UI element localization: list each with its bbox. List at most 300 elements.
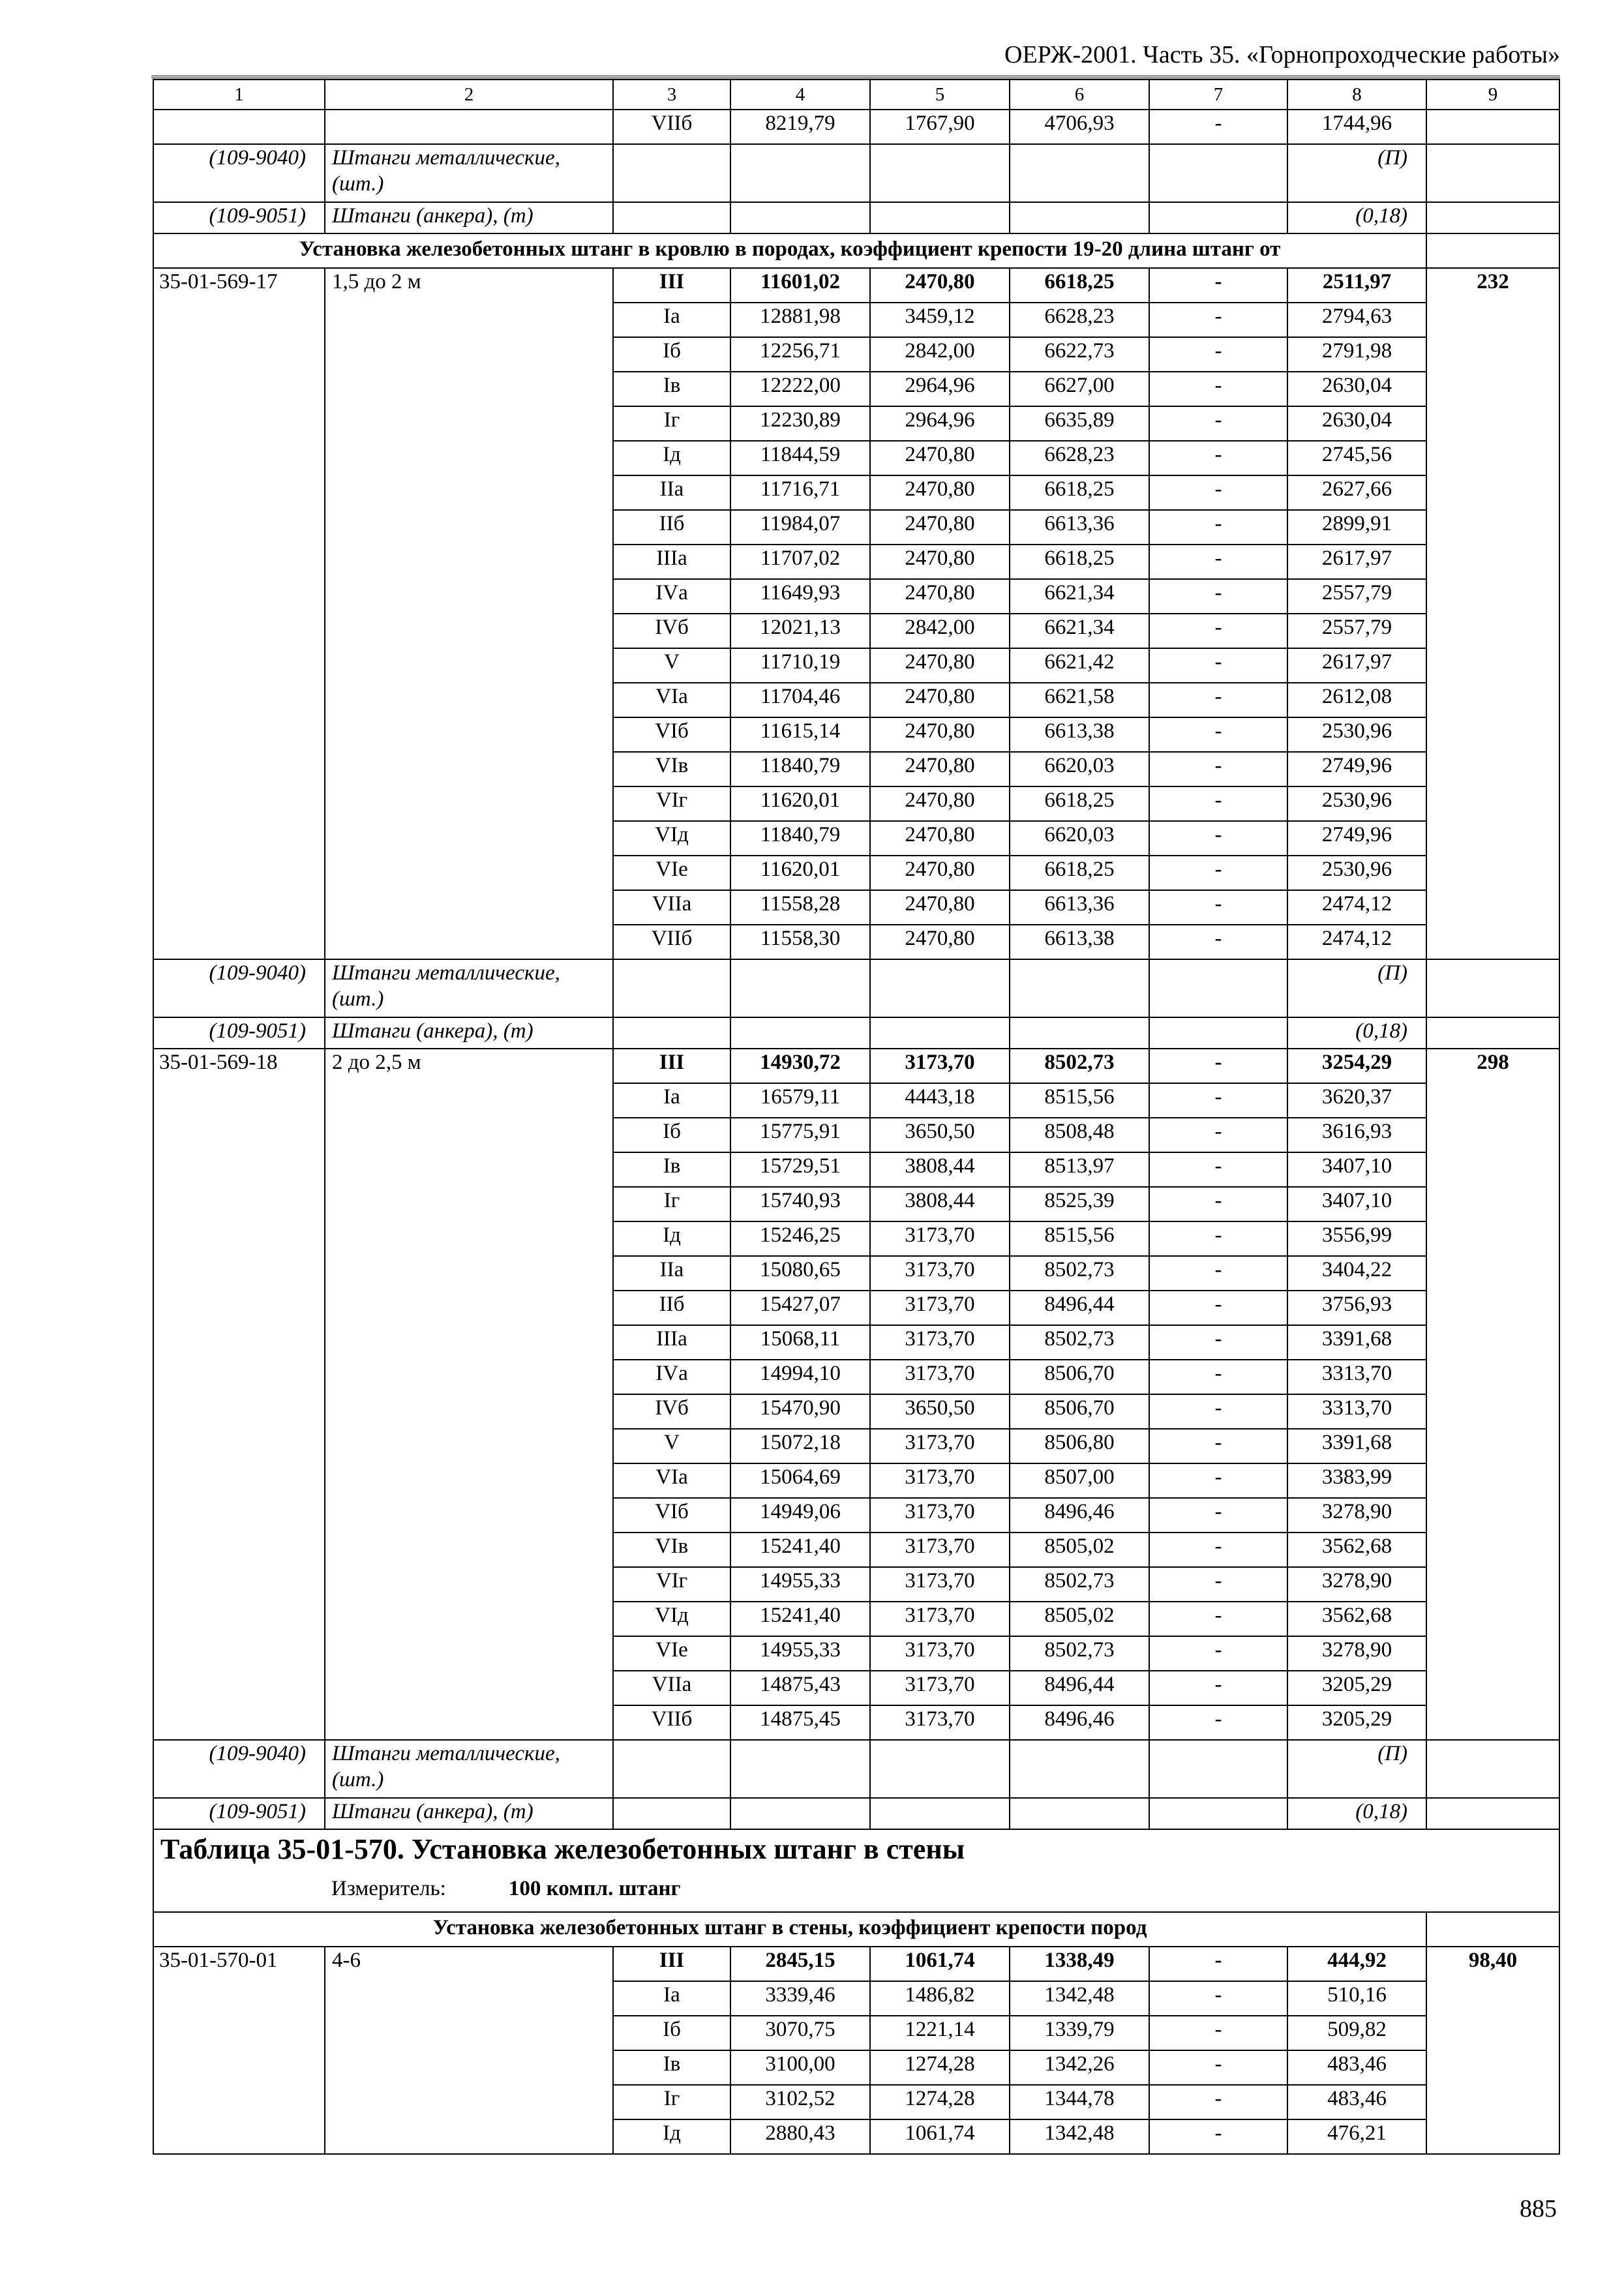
total-cost: 3070,75 (730, 2016, 870, 2050)
empty-cell (613, 1740, 730, 1798)
resource-row (153, 202, 1559, 233)
wages: 3173,70 (870, 1291, 1010, 1325)
wages-machinists: - (1149, 2085, 1287, 2119)
wages: 2470,80 (870, 475, 1010, 510)
wages-machinists: - (1149, 406, 1287, 441)
section-title: Установка железобетонных штанг в стены, коэффициент крепости пород (153, 1912, 1426, 1947)
materials: 2530,96 (1287, 856, 1426, 890)
empty-cell (730, 144, 870, 202)
wages-machinists: - (1149, 372, 1287, 406)
machines: 6613,36 (1010, 890, 1149, 925)
machines: 1342,26 (1010, 2050, 1149, 2085)
wages: 3173,70 (870, 1463, 1010, 1498)
total-cost: 3102,52 (730, 2085, 870, 2119)
machines: 6621,42 (1010, 648, 1149, 683)
wages-machinists: - (1149, 1498, 1287, 1533)
column-number: 2 (325, 80, 613, 110)
total-cost: 15241,40 (730, 1602, 870, 1636)
rock-category: Iв (613, 1152, 730, 1187)
machines: 1339,79 (1010, 2016, 1149, 2050)
machines: 8502,73 (1010, 1256, 1149, 1291)
materials: 2749,96 (1287, 821, 1426, 856)
page-number: 885 (1520, 2195, 1557, 2222)
rock-category: Iг (613, 406, 730, 441)
machines: 8508,48 (1010, 1118, 1149, 1152)
machines: 8505,02 (1010, 1533, 1149, 1567)
wages-machinists: - (1149, 268, 1287, 303)
machines: 6622,73 (1010, 337, 1149, 372)
rock-category: Iг (613, 1187, 730, 1221)
materials: 3313,70 (1287, 1394, 1426, 1429)
wages-machinists: - (1149, 752, 1287, 786)
total-cost: 11840,79 (730, 752, 870, 786)
table-row (153, 1049, 1559, 1083)
total-cost: 12256,71 (730, 337, 870, 372)
resource-value: (0,18) (1287, 1798, 1426, 1829)
wages-machinists: - (1149, 2050, 1287, 2085)
empty-cell (1149, 144, 1287, 202)
empty-cell (1010, 1740, 1149, 1798)
machines: 8506,80 (1010, 1429, 1149, 1463)
table-row (153, 110, 1559, 144)
empty-cell (613, 959, 730, 1017)
wages: 3173,70 (870, 1498, 1010, 1533)
materials: 1744,96 (1287, 110, 1426, 144)
column-number: 5 (870, 80, 1010, 110)
materials: 483,46 (1287, 2050, 1426, 2085)
table-row (153, 1947, 1559, 1981)
rate-code: 35-01-570-01 (153, 1947, 325, 2154)
machines: 6618,25 (1010, 545, 1149, 579)
empty-cell (1149, 1740, 1287, 1798)
wages-machinists: - (1149, 1291, 1287, 1325)
total-cost: 15064,69 (730, 1463, 870, 1498)
total-cost: 11558,30 (730, 925, 870, 959)
empty-cell (870, 1740, 1010, 1798)
wages-machinists: - (1149, 1705, 1287, 1740)
materials: 3562,68 (1287, 1602, 1426, 1636)
table-title: Таблица 35-01-570. Установка железобетонных штанг в стены (160, 1833, 965, 1865)
empty-cell (1010, 202, 1149, 233)
wages: 1221,14 (870, 2016, 1010, 2050)
machines: 8502,73 (1010, 1325, 1149, 1360)
rock-category: VIб (613, 717, 730, 752)
empty-cell (613, 1017, 730, 1049)
machines: 8496,46 (1010, 1705, 1149, 1740)
machines: 6618,25 (1010, 268, 1149, 303)
materials: 3556,99 (1287, 1221, 1426, 1256)
empty-cell (1426, 110, 1559, 144)
rock-category: IIIа (613, 545, 730, 579)
wages-machinists: - (1149, 1221, 1287, 1256)
wages: 3173,70 (870, 1429, 1010, 1463)
empty-cell (1010, 1798, 1149, 1829)
resource-value: (П) (1287, 144, 1426, 202)
wages: 4443,18 (870, 1083, 1010, 1118)
wages: 2470,80 (870, 510, 1010, 545)
rock-category: Iг (613, 2085, 730, 2119)
machines: 8515,56 (1010, 1221, 1149, 1256)
wages: 3808,44 (870, 1187, 1010, 1221)
total-cost: 14949,06 (730, 1498, 870, 1533)
wages: 2470,80 (870, 890, 1010, 925)
rock-category: VIе (613, 856, 730, 890)
empty-cell (730, 959, 870, 1017)
rock-category: Iа (613, 1083, 730, 1118)
wages-machinists: - (1149, 856, 1287, 890)
wages-machinists: - (1149, 1636, 1287, 1671)
wages-machinists: - (1149, 1463, 1287, 1498)
column-number: 7 (1149, 80, 1287, 110)
materials: 3278,90 (1287, 1498, 1426, 1533)
wages: 3173,70 (870, 1533, 1010, 1567)
machines: 6620,03 (1010, 821, 1149, 856)
wages-machinists: - (1149, 1360, 1287, 1394)
column-number: 9 (1426, 80, 1559, 110)
wages-machinists: - (1149, 475, 1287, 510)
wages: 3173,70 (870, 1049, 1010, 1083)
machines: 8507,00 (1010, 1463, 1149, 1498)
rock-category: IIа (613, 475, 730, 510)
total-cost: 11601,02 (730, 268, 870, 303)
rate-code: 35-01-569-17 (153, 268, 325, 959)
rock-category: IIб (613, 1291, 730, 1325)
materials: 3278,90 (1287, 1567, 1426, 1602)
rock-category: IVб (613, 1394, 730, 1429)
measure-value: 100 компл. штанг (508, 1877, 681, 1900)
machines: 6613,36 (1010, 510, 1149, 545)
total-cost: 15740,93 (730, 1187, 870, 1221)
machines: 8515,56 (1010, 1083, 1149, 1118)
rock-category: VIIб (613, 110, 730, 144)
wages: 3173,70 (870, 1671, 1010, 1705)
total-cost: 8219,79 (730, 110, 870, 144)
total-cost: 15427,07 (730, 1291, 870, 1325)
total-cost: 15072,18 (730, 1429, 870, 1463)
materials: 2511,97 (1287, 268, 1426, 303)
machines: 1342,48 (1010, 1981, 1149, 2016)
column-number: 6 (1010, 80, 1149, 110)
wages-machinists: - (1149, 579, 1287, 614)
wages: 1061,74 (870, 2119, 1010, 2154)
empty-cell (730, 1017, 870, 1049)
materials: 2530,96 (1287, 717, 1426, 752)
wages-machinists: - (1149, 1152, 1287, 1187)
empty-cell (870, 1798, 1010, 1829)
wages: 2470,80 (870, 856, 1010, 890)
resource-name: Штанги (анкера), (т) (325, 202, 613, 233)
measure-line (154, 1874, 1559, 1903)
rock-category: Iб (613, 1118, 730, 1152)
rock-category: VIб (613, 1498, 730, 1533)
wages: 2470,80 (870, 786, 1010, 821)
rate-name: 1,5 до 2 м (325, 268, 613, 959)
wages-machinists: - (1149, 1394, 1287, 1429)
resource-value: (0,18) (1287, 202, 1426, 233)
section-heading (153, 1912, 1559, 1947)
wages-machinists: - (1149, 1118, 1287, 1152)
materials: 2617,97 (1287, 545, 1426, 579)
wages: 2470,80 (870, 579, 1010, 614)
empty-cell (153, 110, 325, 144)
materials: 2474,12 (1287, 925, 1426, 959)
wages-machinists: - (1149, 2119, 1287, 2154)
rock-category: IIIа (613, 1325, 730, 1360)
column-9-value: 298 (1426, 1049, 1559, 1740)
empty-cell (1010, 1017, 1149, 1049)
total-cost: 11710,19 (730, 648, 870, 683)
wages-machinists: - (1149, 1429, 1287, 1463)
resource-name: Штанги (анкера), (т) (325, 1017, 613, 1049)
wages-machinists: - (1149, 717, 1287, 752)
resource-code: (109-9040) (153, 1740, 325, 1798)
resource-code: (109-9051) (153, 1017, 325, 1049)
empty-cell (1149, 1017, 1287, 1049)
wages-machinists: - (1149, 1049, 1287, 1083)
wages-machinists: - (1149, 110, 1287, 144)
machines: 1342,48 (1010, 2119, 1149, 2154)
machines: 8496,44 (1010, 1291, 1149, 1325)
table-title-row (153, 1829, 1559, 1912)
resource-row (153, 1017, 1559, 1049)
materials: 3407,10 (1287, 1187, 1426, 1221)
resource-code: (109-9051) (153, 202, 325, 233)
machines: 8505,02 (1010, 1602, 1149, 1636)
total-cost: 12222,00 (730, 372, 870, 406)
machines: 8502,73 (1010, 1049, 1149, 1083)
empty-cell (1426, 233, 1559, 268)
wages-machinists: - (1149, 1083, 1287, 1118)
empty-cell (1010, 144, 1149, 202)
wages: 3173,70 (870, 1567, 1010, 1602)
materials: 3756,93 (1287, 1291, 1426, 1325)
empty-cell (1426, 959, 1559, 1017)
wages: 1061,74 (870, 1947, 1010, 1981)
empty-cell (1426, 202, 1559, 233)
rate-name: 4-6 (325, 1947, 613, 2154)
empty-cell (1149, 1798, 1287, 1829)
rock-category: Iб (613, 337, 730, 372)
materials: 2557,79 (1287, 614, 1426, 648)
total-cost: 15080,65 (730, 1256, 870, 1291)
wages-machinists: - (1149, 303, 1287, 337)
materials: 2630,04 (1287, 372, 1426, 406)
total-cost: 11984,07 (730, 510, 870, 545)
empty-cell (613, 202, 730, 233)
total-cost: 12021,13 (730, 614, 870, 648)
materials: 3313,70 (1287, 1360, 1426, 1394)
materials: 2630,04 (1287, 406, 1426, 441)
wages-machinists: - (1149, 441, 1287, 475)
wages-machinists: - (1149, 337, 1287, 372)
empty-cell (730, 202, 870, 233)
machines: 8513,97 (1010, 1152, 1149, 1187)
materials: 3254,29 (1287, 1049, 1426, 1083)
wages: 1486,82 (870, 1981, 1010, 2016)
materials: 3278,90 (1287, 1636, 1426, 1671)
machines: 6621,34 (1010, 579, 1149, 614)
materials: 483,46 (1287, 2085, 1426, 2119)
total-cost: 16579,11 (730, 1083, 870, 1118)
wages-machinists: - (1149, 545, 1287, 579)
empty-cell (613, 144, 730, 202)
rock-category: VIIа (613, 1671, 730, 1705)
machines: 1338,49 (1010, 1947, 1149, 1981)
wages: 1274,28 (870, 2050, 1010, 2085)
total-cost: 15470,90 (730, 1394, 870, 1429)
machines: 6628,23 (1010, 441, 1149, 475)
rates-table (153, 79, 1560, 2155)
section-heading (153, 233, 1559, 268)
wages: 3173,70 (870, 1221, 1010, 1256)
rock-category: V (613, 1429, 730, 1463)
empty-cell (1426, 1912, 1559, 1947)
rock-category: Iд (613, 441, 730, 475)
total-cost: 14955,33 (730, 1567, 870, 1602)
wages-machinists: - (1149, 786, 1287, 821)
empty-cell (1426, 1740, 1559, 1798)
total-cost: 12881,98 (730, 303, 870, 337)
total-cost: 11558,28 (730, 890, 870, 925)
wages: 2964,96 (870, 406, 1010, 441)
rock-category: VIа (613, 683, 730, 717)
total-cost: 2845,15 (730, 1947, 870, 1981)
empty-cell (870, 144, 1010, 202)
wages: 2964,96 (870, 372, 1010, 406)
materials: 3562,68 (1287, 1533, 1426, 1567)
measure-label: Измеритель: (331, 1877, 446, 1900)
rock-category: Iа (613, 303, 730, 337)
wages-machinists: - (1149, 1671, 1287, 1705)
rock-category: III (613, 268, 730, 303)
wages-machinists: - (1149, 1187, 1287, 1221)
total-cost: 11704,46 (730, 683, 870, 717)
rate-code: 35-01-569-18 (153, 1049, 325, 1740)
wages: 1767,90 (870, 110, 1010, 144)
total-cost: 15068,11 (730, 1325, 870, 1360)
wages: 3173,70 (870, 1360, 1010, 1394)
resource-name: Штанги металлические, (шт.) (325, 959, 613, 1017)
wages: 2470,80 (870, 683, 1010, 717)
materials: 2612,08 (1287, 683, 1426, 717)
wages: 1274,28 (870, 2085, 1010, 2119)
wages-machinists: - (1149, 683, 1287, 717)
materials: 2791,98 (1287, 337, 1426, 372)
empty-cell (730, 1798, 870, 1829)
rock-category: Iб (613, 2016, 730, 2050)
empty-cell (870, 202, 1010, 233)
column-number: 8 (1287, 80, 1426, 110)
materials: 3391,68 (1287, 1325, 1426, 1360)
resource-name: Штанги (анкера), (т) (325, 1798, 613, 1829)
rate-name: 2 до 2,5 м (325, 1049, 613, 1740)
wages: 2470,80 (870, 717, 1010, 752)
machines: 6618,25 (1010, 856, 1149, 890)
machines: 4706,93 (1010, 110, 1149, 144)
rock-category: Iв (613, 2050, 730, 2085)
total-cost: 3100,00 (730, 2050, 870, 2085)
section-title: Установка железобетонных штанг в кровлю в породах, коэффициент крепости 19-20 длина штанг от (153, 233, 1426, 268)
total-cost: 15241,40 (730, 1533, 870, 1567)
materials: 444,92 (1287, 1947, 1426, 1981)
rock-category: Iд (613, 2119, 730, 2154)
rock-category: IVа (613, 579, 730, 614)
wages: 3173,70 (870, 1256, 1010, 1291)
wages-machinists: - (1149, 614, 1287, 648)
page-header (151, 38, 1560, 78)
total-cost: 15246,25 (730, 1221, 870, 1256)
rock-category: VIв (613, 1533, 730, 1567)
machines: 8525,39 (1010, 1187, 1149, 1221)
wages-machinists: - (1149, 1256, 1287, 1291)
materials: 3620,37 (1287, 1083, 1426, 1118)
wages-machinists: - (1149, 821, 1287, 856)
total-cost: 11844,59 (730, 441, 870, 475)
empty-cell (325, 110, 613, 144)
column-number-row (153, 80, 1559, 110)
machines: 6621,34 (1010, 614, 1149, 648)
total-cost: 2880,43 (730, 2119, 870, 2154)
total-cost: 11716,71 (730, 475, 870, 510)
resource-name: Штанги металлические, (шт.) (325, 1740, 613, 1798)
resource-row (153, 144, 1559, 202)
materials: 3205,29 (1287, 1671, 1426, 1705)
materials: 3407,10 (1287, 1152, 1426, 1187)
machines: 8496,46 (1010, 1498, 1149, 1533)
wages-machinists: - (1149, 510, 1287, 545)
wages: 2470,80 (870, 821, 1010, 856)
rock-category: VIг (613, 786, 730, 821)
rock-category: IVб (613, 614, 730, 648)
rock-category: VIд (613, 821, 730, 856)
materials: 3616,93 (1287, 1118, 1426, 1152)
materials: 3391,68 (1287, 1429, 1426, 1463)
total-cost: 14930,72 (730, 1049, 870, 1083)
column-number: 1 (153, 80, 325, 110)
wages: 2470,80 (870, 648, 1010, 683)
column-9-value: 232 (1426, 268, 1559, 959)
materials: 476,21 (1287, 2119, 1426, 2154)
materials: 509,82 (1287, 2016, 1426, 2050)
rock-category: IVа (613, 1360, 730, 1394)
machines: 6635,89 (1010, 406, 1149, 441)
empty-cell (1426, 144, 1559, 202)
materials: 510,16 (1287, 1981, 1426, 2016)
column-number: 4 (730, 80, 870, 110)
empty-cell (870, 1017, 1010, 1049)
wages-machinists: - (1149, 925, 1287, 959)
rock-category: VIIб (613, 925, 730, 959)
wages-machinists: - (1149, 1567, 1287, 1602)
wages: 2470,80 (870, 441, 1010, 475)
rock-category: VIIб (613, 1705, 730, 1740)
materials: 2530,96 (1287, 786, 1426, 821)
wages: 2842,00 (870, 614, 1010, 648)
resource-code: (109-9040) (153, 144, 325, 202)
empty-cell (1426, 1017, 1559, 1049)
machines: 6628,23 (1010, 303, 1149, 337)
wages-machinists: - (1149, 1602, 1287, 1636)
rock-category: VIе (613, 1636, 730, 1671)
materials: 2745,56 (1287, 441, 1426, 475)
wages: 3173,70 (870, 1636, 1010, 1671)
wages: 3808,44 (870, 1152, 1010, 1187)
empty-cell (870, 959, 1010, 1017)
machines: 6618,25 (1010, 475, 1149, 510)
total-cost: 11707,02 (730, 545, 870, 579)
wages: 2470,80 (870, 545, 1010, 579)
machines: 8502,73 (1010, 1567, 1149, 1602)
